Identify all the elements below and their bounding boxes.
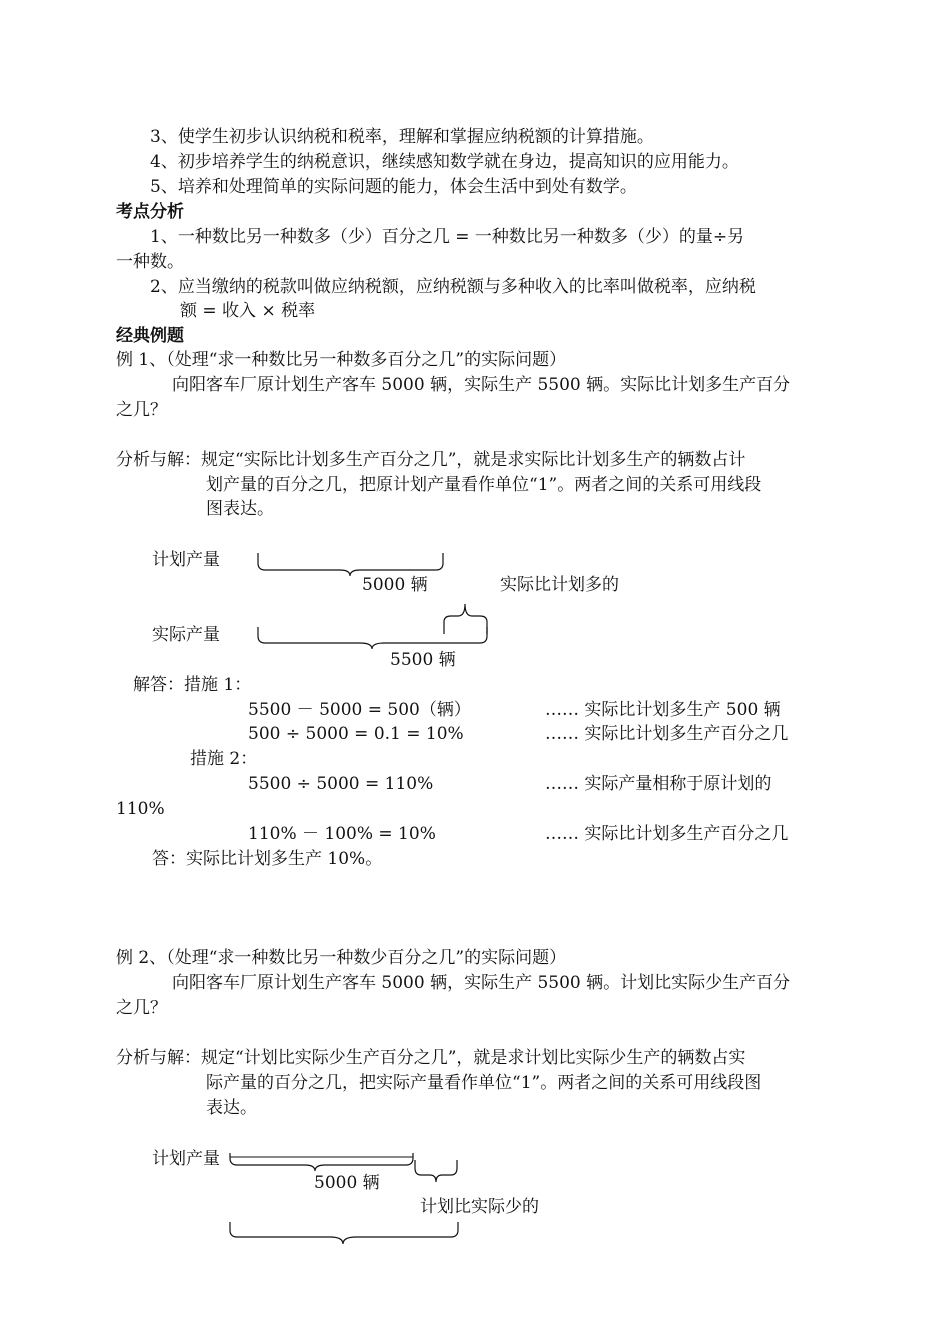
diagram-2-less-label: 计划比实际少的 (420, 1197, 539, 1217)
method-1-note-1: …… 实际比计划多生产 500 辆 (545, 700, 781, 720)
example-1-title: 例 1、（处理“求一种数比另一种数多百分之几”的实际问题） (116, 350, 567, 370)
example-2-title: 例 2、（处理“求一种数比另一种数少百分之几”的实际问题） (116, 948, 567, 968)
ex2-less-brace (415, 1160, 457, 1182)
section-heading-kaodian: 考点分析 (116, 202, 184, 222)
goal-4: 4、初步培养学生的纳税意识，继续感知数学就在身边，提高知识的应用能力。 (150, 152, 739, 172)
extra-brace (444, 604, 487, 634)
example-1-analysis-cont: 划产量的百分之几，把原计划产量看作单位“1”。两者之间的关系可用线段 (206, 475, 762, 495)
method-1-note-2: …… 实际比计划多生产百分之几 (545, 724, 789, 744)
example-1-question-cont: 之几？ (116, 400, 167, 420)
goal-3: 3、使学生初步认识纳税和税率，理解和掌握应纳税额的计算措施。 (150, 127, 654, 147)
section-heading-examples: 经典例题 (116, 326, 184, 346)
diagram-1-plan-value: 5000 辆 (362, 575, 428, 595)
method-2-note-1: …… 实际产量相称于原计划的 (545, 774, 772, 794)
example-2-analysis: 分析与解：规定“计划比实际少生产百分之几”，就是求计划比实际少生产的辆数占实 (116, 1048, 746, 1068)
diagram-1-actual-label: 实际产量 (152, 625, 220, 645)
kaodian-point-2-cont: 额 = 收入 × 税率 (180, 301, 316, 321)
ex2-plan-brace (230, 1153, 413, 1171)
example-2-analysis-end: 表达。 (206, 1098, 257, 1118)
method-1-eq-2: 500 ÷ 5000 = 0.1 = 10% (248, 724, 464, 744)
goal-5: 5、培养和处理简单的实际问题的能力，体会生活中到处有数学。 (150, 177, 637, 197)
diagram-2-plan-value: 5000 辆 (314, 1173, 380, 1193)
method-1-eq-1: 5500 － 5000 = 500（辆） (248, 700, 471, 720)
method-2-intro: 措施 2： (190, 749, 258, 769)
method-2-eq-2: 110% － 100% = 10% (248, 824, 436, 844)
example-1-question: 向阳客车厂原计划生产客车 5000 辆，实际生产 5500 辆。实际比计划多生产百分 (172, 375, 791, 395)
diagram-1-plan-label: 计划产量 (152, 550, 220, 570)
method-2-note-2: …… 实际比计划多生产百分之几 (545, 824, 789, 844)
example-1-final-answer: 答：实际比计划多生产 10%。 (152, 849, 383, 869)
diagram-1-actual-value: 5500 辆 (390, 650, 456, 670)
diagram-2-plan-label: 计划产量 (152, 1149, 220, 1169)
example-1-analysis: 分析与解：规定“实际比计划多生产百分之几”，就是求实际比计划多生产的辆数占计 (116, 450, 746, 470)
answer-intro: 解答：措施 1： (133, 675, 252, 695)
diagram-1-extra-label: 实际比计划多的 (500, 575, 619, 595)
example-2-question: 向阳客车厂原计划生产客车 5000 辆，实际生产 5500 辆。计划比实际少生产百分 (172, 973, 791, 993)
actual-brace (258, 627, 487, 649)
example-2-analysis-cont: 际产量的百分之几，把实际产量看作单位“1”。两者之间的关系可用线段图 (206, 1073, 762, 1093)
kaodian-point-1-cont: 一种数。 (116, 252, 184, 272)
method-2-note-1-cont: 110% (116, 799, 165, 819)
kaodian-point-2: 2、应当缴纳的税款叫做应纳税额，应纳税额与多种收入的比率叫做税率，应纳税 (150, 277, 756, 297)
example-2-question-cont: 之几？ (116, 998, 167, 1018)
kaodian-point-1: 1、一种数比另一种数多（少）百分之几 = 一种数比另一种数多（少）的量÷另 (150, 227, 745, 247)
method-2-eq-1: 5500 ÷ 5000 = 110% (248, 774, 434, 794)
ex2-actual-brace (230, 1222, 458, 1244)
plan-brace (258, 553, 443, 576)
example-1-analysis-end: 图表达。 (206, 499, 274, 519)
